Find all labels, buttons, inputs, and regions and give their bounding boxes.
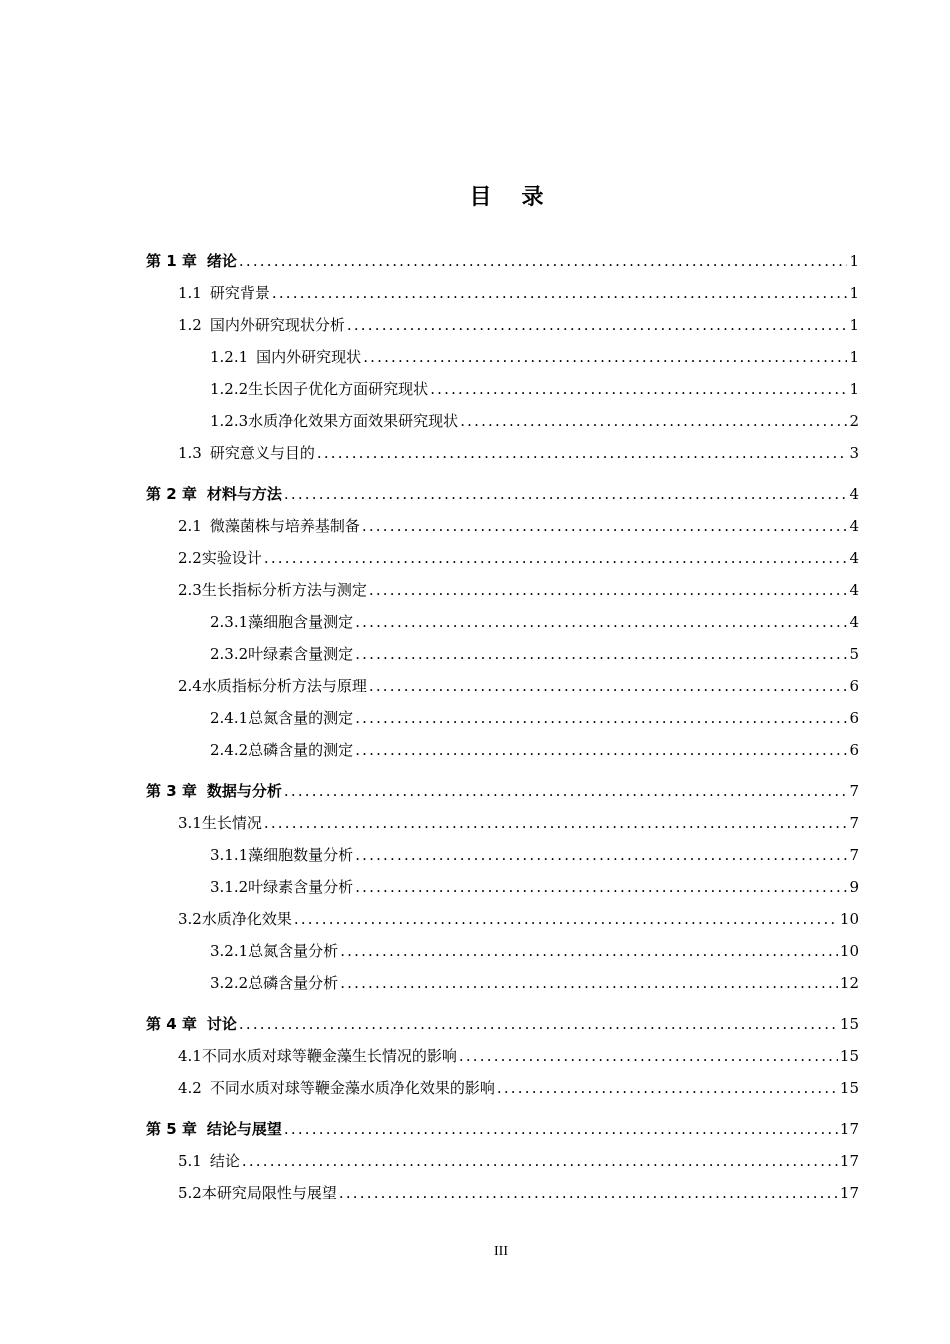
toc-dot-leader bbox=[339, 1182, 838, 1204]
toc-entry-label: 材料与方法 bbox=[206, 485, 282, 503]
toc-dot-leader bbox=[284, 780, 848, 802]
toc-entry-label: 国内外研究现状 bbox=[256, 348, 362, 366]
toc-entry-page: 7 bbox=[849, 782, 859, 800]
toc-entry[interactable] bbox=[210, 844, 859, 866]
toc-entry[interactable] bbox=[210, 972, 859, 994]
toc-dot-leader bbox=[369, 579, 848, 601]
toc-dot-leader bbox=[317, 442, 848, 464]
toc-entry-page: 4 bbox=[849, 581, 859, 599]
toc-entry-page: 6 bbox=[849, 677, 859, 695]
toc-entry-label: 微藻菌株与培养基制备 bbox=[209, 517, 360, 535]
toc-dot-leader bbox=[355, 611, 847, 633]
toc-entry-label: 结论 bbox=[209, 1152, 240, 1170]
toc-entry-number: 2.3.1 bbox=[210, 613, 249, 631]
toc-entry-page: 12 bbox=[839, 974, 859, 992]
toc-entry-label: 实验设计 bbox=[201, 549, 262, 567]
toc-entry-label: 水质净化效果方面效果研究现状 bbox=[248, 412, 459, 430]
toc-entry-label: 研究意义与目的 bbox=[209, 444, 315, 462]
toc-entry-label: 生长情况 bbox=[201, 814, 262, 832]
toc-entry[interactable] bbox=[178, 812, 859, 834]
toc-entry[interactable] bbox=[210, 739, 859, 761]
toc-entry-number: 1.2 bbox=[178, 316, 202, 334]
toc-dot-leader bbox=[340, 972, 838, 994]
toc-entry-page: 10 bbox=[839, 942, 859, 960]
toc-entry[interactable] bbox=[178, 1077, 859, 1099]
toc-entry-number: 1.2.1 bbox=[210, 348, 249, 366]
toc-dot-leader bbox=[347, 314, 848, 336]
toc-entry-label: 绪论 bbox=[206, 252, 237, 270]
toc-dot-leader bbox=[264, 547, 848, 569]
toc-entry[interactable] bbox=[146, 1013, 859, 1035]
toc-dot-leader bbox=[362, 515, 848, 537]
toc-entry-number: 3.1.1 bbox=[210, 846, 249, 864]
toc-entry-page: 1 bbox=[849, 380, 859, 398]
toc-entry-page: 15 bbox=[839, 1079, 859, 1097]
toc-dot-leader bbox=[355, 707, 847, 729]
toc-entry-label: 本研究局限性与展望 bbox=[201, 1184, 337, 1202]
toc-entry-page: 1 bbox=[849, 252, 859, 270]
toc-entry-number: 2.4.2 bbox=[210, 741, 249, 759]
toc-dot-leader bbox=[430, 378, 847, 400]
toc-entry-label: 总磷含量分析 bbox=[248, 974, 339, 992]
toc-entry-number: 3.1.2 bbox=[210, 878, 249, 896]
toc-entry-label: 总磷含量的测定 bbox=[248, 741, 354, 759]
toc-entry-page: 9 bbox=[849, 878, 859, 896]
toc-entry-number: 第 1 章 bbox=[146, 252, 197, 270]
toc-dot-leader bbox=[242, 1150, 838, 1172]
toc-entry-page: 17 bbox=[839, 1184, 859, 1202]
toc-entry-label: 生长指标分析方法与测定 bbox=[201, 581, 367, 599]
toc-entry-page: 15 bbox=[839, 1015, 859, 1033]
toc-entry-number: 2.3 bbox=[178, 581, 202, 599]
toc-entry-page: 15 bbox=[839, 1047, 859, 1065]
toc-entry-number: 2.2 bbox=[178, 549, 202, 567]
toc-entry-number: 3.2.1 bbox=[210, 942, 249, 960]
toc-entry-number: 第 3 章 bbox=[146, 782, 197, 800]
toc-entry-number: 5.2 bbox=[178, 1184, 202, 1202]
toc-dot-leader bbox=[340, 940, 838, 962]
toc-entry-number: 3.2 bbox=[178, 910, 202, 928]
toc-dot-leader bbox=[355, 643, 847, 665]
toc-entry-page: 4 bbox=[849, 517, 859, 535]
toc-entry[interactable] bbox=[178, 675, 859, 697]
toc-entry-number: 1.3 bbox=[178, 444, 202, 462]
toc-entry-number: 5.1 bbox=[178, 1152, 202, 1170]
toc-entry-label: 水质指标分析方法与原理 bbox=[201, 677, 367, 695]
toc-entry-label: 不同水质对球等鞭金藻生长情况的影响 bbox=[201, 1047, 457, 1065]
toc-entry-page: 2 bbox=[849, 412, 859, 430]
toc-entry-label: 不同水质对球等鞭金藻水质净化效果的影响 bbox=[209, 1079, 495, 1097]
page-title-char-1: 目 bbox=[469, 185, 492, 210]
toc-entry-page: 10 bbox=[839, 910, 859, 928]
toc-dot-leader bbox=[239, 1013, 838, 1035]
toc-entry-number: 第 5 章 bbox=[146, 1120, 197, 1138]
toc-dot-leader bbox=[284, 1118, 838, 1140]
toc-entry-label: 生长因子优化方面研究现状 bbox=[248, 380, 429, 398]
toc-dot-leader bbox=[363, 346, 847, 368]
toc-dot-leader bbox=[459, 1045, 838, 1067]
toc-entry[interactable] bbox=[178, 282, 859, 304]
toc-entry-number: 第 4 章 bbox=[146, 1015, 197, 1033]
toc-entry-number: 3.2.2 bbox=[210, 974, 249, 992]
toc-dot-leader bbox=[460, 410, 847, 432]
toc-entry-label: 叶绿素含量测定 bbox=[248, 645, 354, 663]
toc-entry[interactable] bbox=[146, 250, 859, 272]
toc-entry-label: 数据与分析 bbox=[206, 782, 282, 800]
toc-entry-number: 2.4.1 bbox=[210, 709, 249, 727]
toc-entry-page: 6 bbox=[849, 741, 859, 759]
toc-entry[interactable] bbox=[210, 876, 859, 898]
toc-entry[interactable] bbox=[178, 1045, 859, 1067]
toc-entry[interactable] bbox=[210, 643, 859, 665]
toc-entry-number: 2.1 bbox=[178, 517, 202, 535]
toc-entry-label: 总氮含量的测定 bbox=[248, 709, 354, 727]
toc-entry[interactable] bbox=[178, 908, 859, 930]
toc-entry[interactable] bbox=[146, 1118, 859, 1140]
toc-dot-leader bbox=[497, 1077, 838, 1099]
toc-entry[interactable] bbox=[178, 442, 859, 464]
toc-entry[interactable] bbox=[178, 515, 859, 537]
toc-dot-leader bbox=[284, 483, 848, 505]
toc-entry-page: 4 bbox=[849, 613, 859, 631]
toc-entry-page: 17 bbox=[839, 1120, 859, 1138]
toc-entry[interactable] bbox=[178, 579, 859, 601]
toc-dot-leader bbox=[355, 739, 847, 761]
toc-entry-page: 6 bbox=[849, 709, 859, 727]
toc-entry-number: 2.4 bbox=[178, 677, 202, 695]
toc-entry-number: 3.1 bbox=[178, 814, 202, 832]
page-title-char-2: 录 bbox=[521, 185, 544, 210]
toc-entry[interactable] bbox=[178, 1182, 859, 1204]
toc-entry-number: 2.3.2 bbox=[210, 645, 249, 663]
toc-dot-leader bbox=[239, 250, 848, 272]
toc-entry[interactable] bbox=[210, 378, 859, 400]
toc-entry-label: 叶绿素含量分析 bbox=[248, 878, 354, 896]
toc-entry-number: 1.2.2 bbox=[210, 380, 249, 398]
toc-entry[interactable] bbox=[146, 483, 859, 505]
footer-page-number: III bbox=[494, 1244, 508, 1259]
toc-entry-label: 讨论 bbox=[206, 1015, 237, 1033]
toc-entry-page: 1 bbox=[849, 316, 859, 334]
toc-entry[interactable] bbox=[210, 940, 859, 962]
toc-dot-leader bbox=[294, 908, 838, 930]
toc-entry-page: 4 bbox=[849, 485, 859, 503]
toc-entry-number: 第 2 章 bbox=[146, 485, 197, 503]
toc-entry-page: 1 bbox=[849, 348, 859, 366]
toc-entry-label: 研究背景 bbox=[209, 284, 270, 302]
toc-entry-label: 水质净化效果 bbox=[201, 910, 292, 928]
toc-entry-label: 藻细胞含量测定 bbox=[248, 613, 354, 631]
toc-entry[interactable] bbox=[178, 547, 859, 569]
toc-entry[interactable] bbox=[210, 611, 859, 633]
toc-entry-label: 总氮含量分析 bbox=[248, 942, 339, 960]
toc-dot-leader bbox=[264, 812, 848, 834]
toc-dot-leader bbox=[355, 844, 847, 866]
toc-entry[interactable] bbox=[178, 314, 859, 336]
toc-entry-label: 国内外研究现状分析 bbox=[209, 316, 345, 334]
toc-entry-label: 结论与展望 bbox=[206, 1120, 282, 1138]
toc-dot-leader bbox=[355, 876, 847, 898]
toc-entry-page: 7 bbox=[849, 846, 859, 864]
toc-entry-label: 藻细胞数量分析 bbox=[248, 846, 354, 864]
toc-entry-number: 4.2 bbox=[178, 1079, 202, 1097]
toc-entry-page: 3 bbox=[849, 444, 859, 462]
toc-entry-number: 1.2.3 bbox=[210, 412, 249, 430]
toc-entry[interactable] bbox=[210, 707, 859, 729]
toc-entry-number: 1.1 bbox=[178, 284, 202, 302]
toc-dot-leader bbox=[272, 282, 848, 304]
toc-dot-leader bbox=[369, 675, 848, 697]
toc-entry[interactable] bbox=[178, 1150, 859, 1172]
toc-entry[interactable] bbox=[146, 780, 859, 802]
toc-entry-page: 4 bbox=[849, 549, 859, 567]
toc-entry-number: 4.1 bbox=[178, 1047, 202, 1065]
toc-entry-page: 1 bbox=[849, 284, 859, 302]
toc-entry-page: 5 bbox=[849, 645, 859, 663]
toc-entry-page: 7 bbox=[849, 814, 859, 832]
toc-entry-page: 17 bbox=[839, 1152, 859, 1170]
toc-entry[interactable] bbox=[210, 410, 859, 432]
toc-entry[interactable] bbox=[210, 346, 859, 368]
